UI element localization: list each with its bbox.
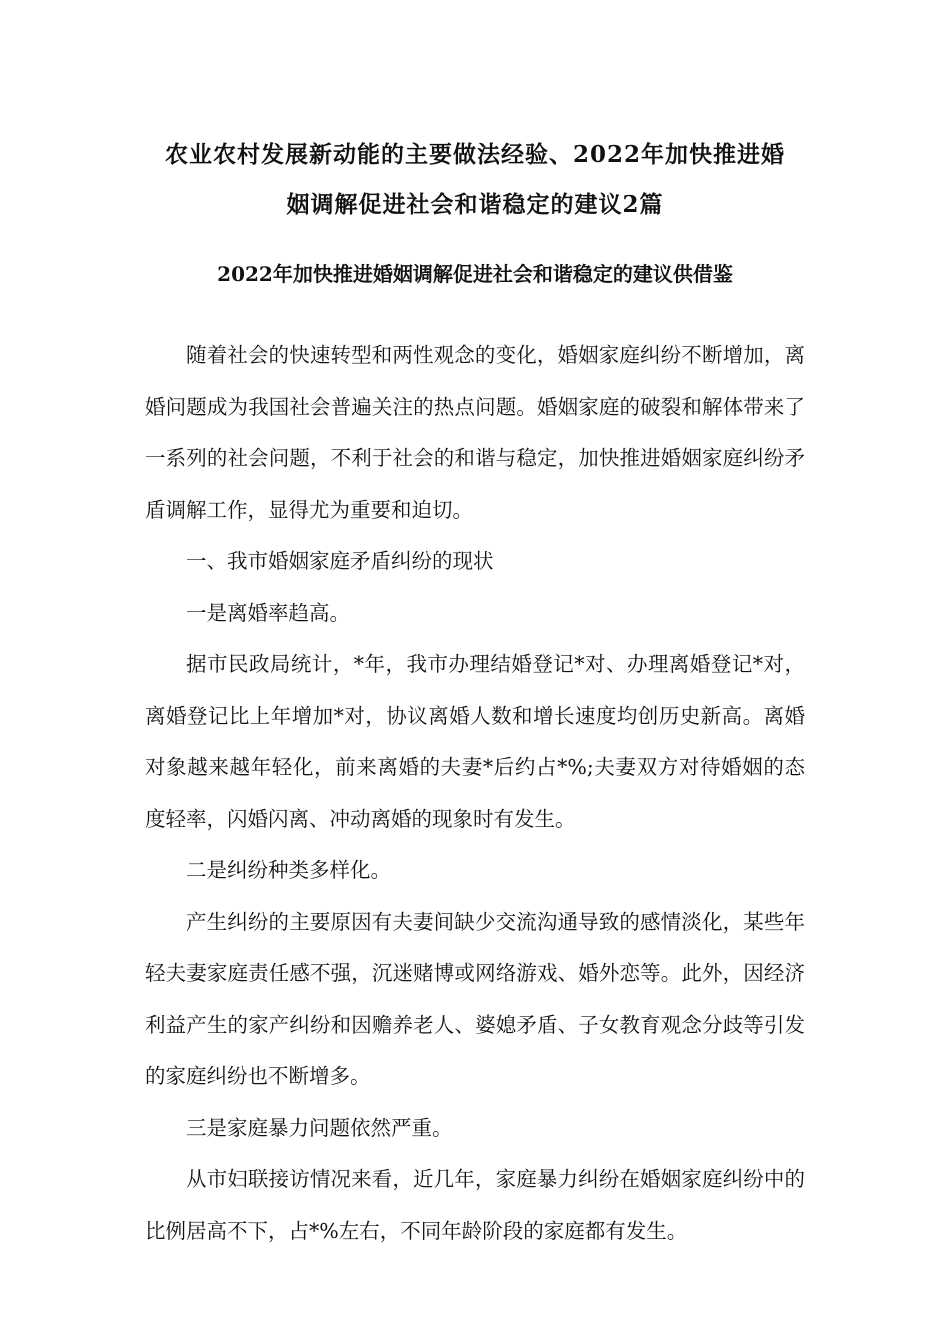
paragraph-dispute-causes: 产生纠纷的主要原因有夫妻间缺少交流沟通导致的感情淡化，某些年轻夫妻家庭责任感不强，沉迷赌博或网络游戏、婚外恋等。此外，因经济利益产生的家产纠纷和因赡养老人、婆媳矛盾、子女教育观念分歧等引发的家庭纠纷也不断增多。: [145, 909, 805, 1088]
heading-current-status: 一、我市婚姻家庭矛盾纠纷的现状: [186, 549, 494, 573]
paragraph-statistics: 据市民政局统计，*年，我市办理结婚登记*对、办理离婚登记*对，离婚登记比上年增加*对，协议离婚人数和增长速度均创历史新高。离婚对象越来越年轻化，前来离婚的夫妻*后约占*%;夫妻双方对待婚姻的态度轻率，闪婚闪离、冲动离婚的现象时有发生。: [145, 652, 805, 831]
document-title-line-1: 农业农村发展新动能的主要做法经验、2022年加快推进婚: [164, 141, 785, 168]
point-divorce-rate: 一是离婚率趋高。: [186, 600, 350, 625]
paragraph-violence-stats: 从市妇联接访情况来看，近几年，家庭暴力纠纷在婚姻家庭纠纷中的比例居高不下，占*%左右，不同年龄阶段的家庭都有发生。: [145, 1167, 805, 1243]
document-body: [145, 330, 805, 1257]
point-domestic-violence: 三是家庭暴力问题依然严重。: [186, 1115, 453, 1140]
document-title-line-2: 姻调解促进社会和谐稳定的建议2篇: [286, 191, 664, 218]
section-title: 2022年加快推进婚姻调解促进社会和谐稳定的建议供借鉴: [217, 262, 733, 286]
paragraph-intro: 随着社会的快速转型和两性观念的变化，婚姻家庭纠纷不断增加，离婚问题成为我国社会普遍关注的热点问题。婚姻家庭的破裂和解体带来了一系列的社会问题，不利于社会的和谐与稳定，加快推进婚姻家庭纠纷矛盾调解工作，显得尤为重要和迫切。: [145, 343, 805, 522]
point-dispute-types: 二是纠纷种类多样化。: [186, 858, 391, 882]
